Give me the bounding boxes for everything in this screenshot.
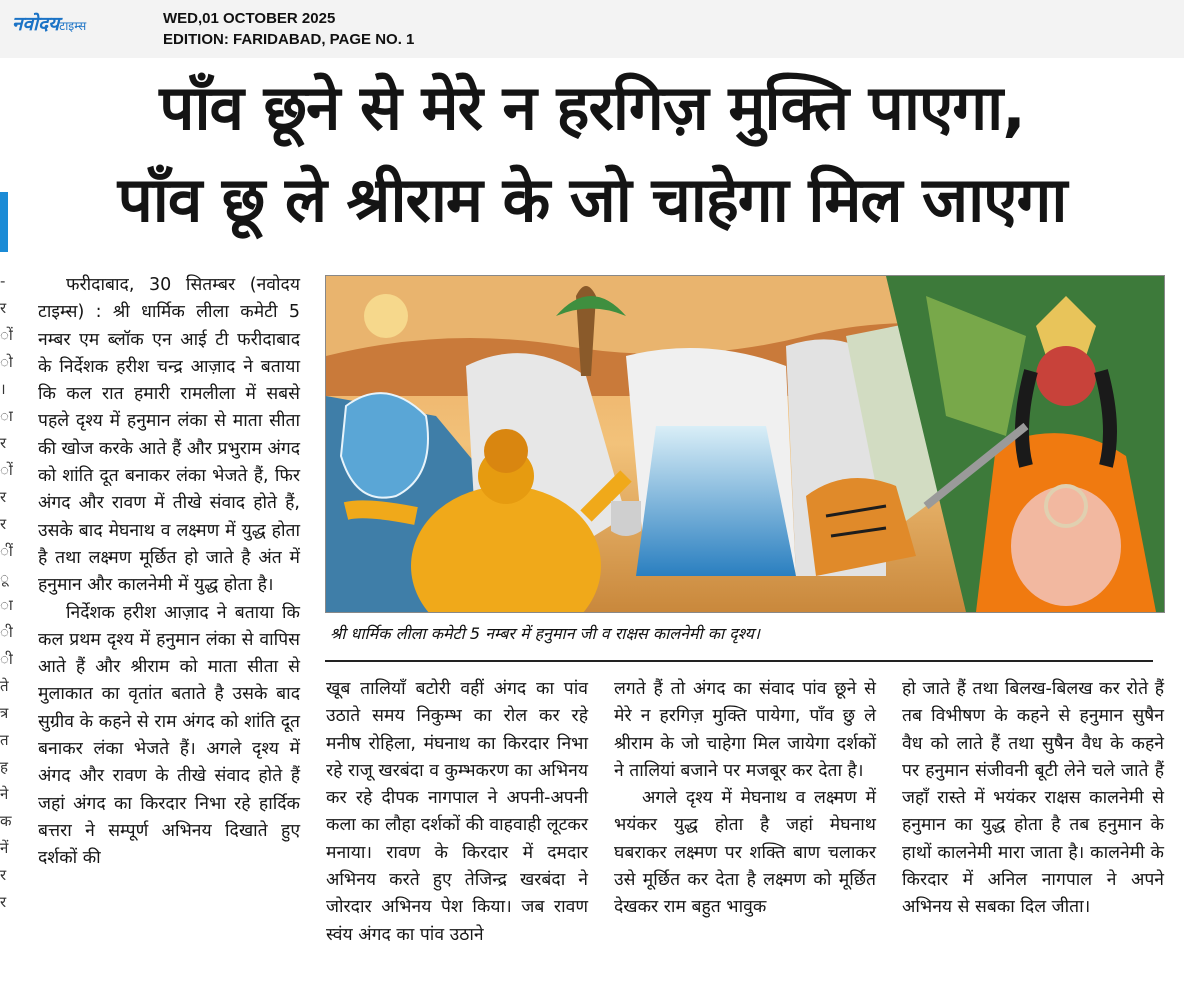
article-column-1	[38, 272, 300, 873]
paragraph: लगते हैं तो अंगद का संवाद पांव छूने से मेरे न हरगिज़ मुक्ति पायेगा, पाँव छु ले श्रीराम के जो चाहेगा मिल जायेगा दर्शकों ने तालियां बजाने पर मजबूर कर देता है।	[614, 679, 876, 781]
ramlila-scene-photo	[325, 275, 1165, 613]
paragraph: फरीदाबाद, 30 सितम्बर (नवोदय टाइम्स) : श्री धार्मिक लीला कमेटी 5 नम्बर एम ब्लॉक एन आई टी फरीदाबाद के निर्देशक हरीश चन्द्र आज़ाद ने बताया कि कल रात हमारी रामलीला में सबसे पहले दृश्य में हनुमान लंका से माता सीता की खोज करके आते हैं और प्रभुराम अंगद को शांति दूत बनाकर लंका भेजते हैं, फिर अंगद और रावण में तीखे संवाद होते हैं, उसके बाद मेघनाथ व लक्ष्मण में युद्ध होता है तथा लक्ष्मण मूर्छित हो जाते है अंत में हनुमान और कालनेमी में युद्ध होता है।	[38, 275, 300, 596]
paragraph: अगले दृश्य में मेघनाथ व लक्ष्मण में भयंकर युद्ध होता है जहां मेघनाथ घबराकर लक्ष्मण पर शक्ति बाण चलाकर उसे मूर्छित कर देता है लक्ष्मण को मूर्छित देखकर राम बहुत भावुक	[614, 788, 876, 918]
headline	[0, 62, 1184, 246]
photo-caption: श्री धार्मिक लीला कमेटी 5 नम्बर में हनुमान जी व राक्षस कालनेमी का दृश्य।	[330, 624, 760, 643]
divider	[325, 660, 1153, 662]
adjacent-column-fragment: - र ों ो । ा र ों र र ीं ू ा ी ी ते त्र त ह ने क नें र र	[0, 272, 13, 911]
article-column-3	[614, 676, 876, 922]
adjacent-article-edge	[0, 192, 8, 252]
article-column-2	[326, 676, 588, 949]
edition-line: EDITION: FARIDABAD, PAGE NO. 1	[163, 31, 415, 48]
newspaper-logo[interactable]	[12, 10, 86, 36]
paragraph: खूब तालियाँ बटोरी वहीं अंगद का पांव उठाते समय निकुम्भ का रोल कर रहे मनीष रोहिला, मंघनाथ का किरदार निभा रहे राजू खरबंदा व कुम्भकरण का अभिनय कर रहे दीपक नागपाल ने अपनी-अपनी कला का लौहा दर्शकों की वाहवाही लूटकर मनाया। रावण के किरदार में दमदार अभिनय करते हुए तेजिन्द्र खरबंदा ने जोरदार अभिनय पेश किया। जब रावण स्वंय अंगद का पांव उठाने	[326, 679, 588, 945]
headline-line-1: पाँव छूने से मेरे न हरगिज़ मुक्ति पाएगा,	[159, 71, 1025, 144]
masthead-bar	[0, 0, 1184, 58]
paragraph: निर्देशक हरीश आज़ाद ने बताया कि कल प्रथम दृश्य में हनुमान लंका से वापिस आते हैं और श्रीराम को माता सीता से मुलाकात का वृतांत बताते है उसके बाद सुग्रीव के कहने से राम अंगद को शांति दूत बनाकर लंका भेजते हैं। अगले दृश्य में अंगद और रावण के तीखे संवाद होते हैं जहां अंगद का किरदार निभा रहे हार्दिक बत्तरा ने सम्पूर्ण अभिनय दिखाते हुए दर्शकों की	[38, 602, 300, 869]
headline-line-2: पाँव छू ले श्रीराम के जो चाहेगा मिल जाएगा	[117, 163, 1067, 236]
logo-main: नवोदय	[12, 13, 60, 35]
photo-illustration	[326, 276, 1164, 612]
edition-info	[163, 8, 414, 50]
article-column-4	[902, 676, 1164, 922]
logo-sub: टाइम्स	[59, 19, 87, 33]
paragraph: हो जाते हैं तथा बिलख-बिलख कर रोते हैं तब विभीषण के कहने से हनुमान सुषैन वैध को लाते हैं तथा सुषैन वैध के कहने पर हनुमान संजीवनी बूटी लेने चले जाते हैं जहाँ रास्ते में भयंकर राक्षस कालनेमी से हनुमान का युद्ध होता है तब हनुमान के हाथों कालनेमी मारा जाता है। कालनेमी के किरदार में अनिल नागपाल ने अपने अभिनय से सबका दिल जीता।	[902, 679, 1164, 918]
date-line: WED,01 OCTOBER 2025	[163, 10, 336, 27]
